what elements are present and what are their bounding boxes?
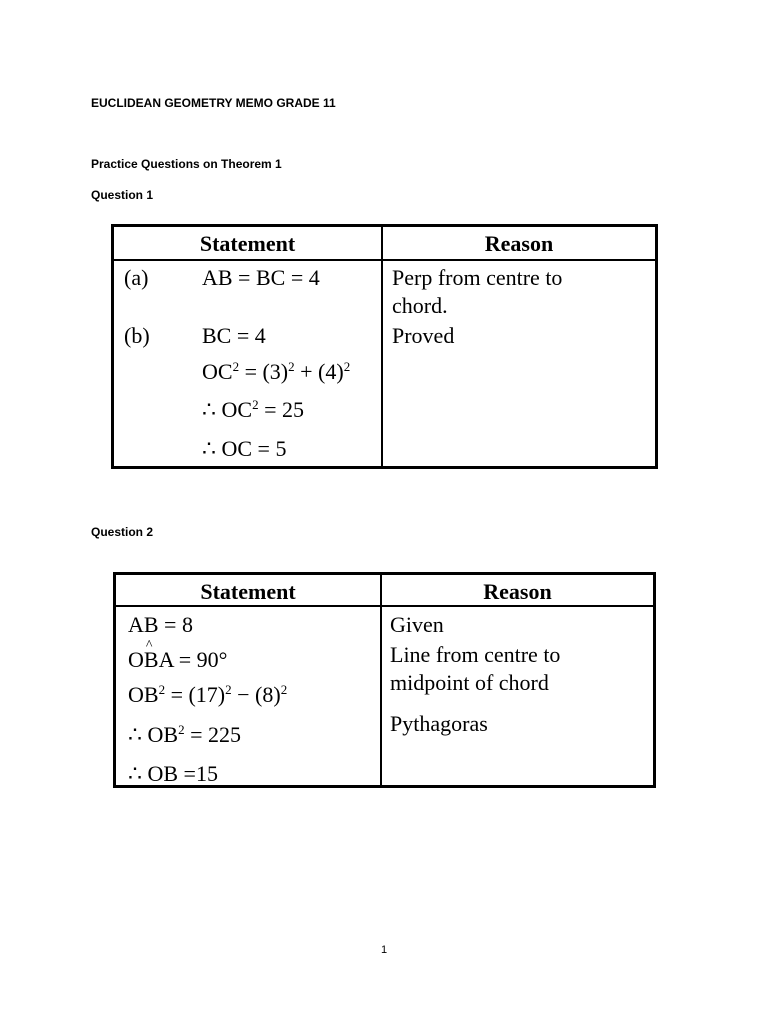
document-title: EUCLIDEAN GEOMETRY MEMO GRADE 11 bbox=[91, 96, 336, 110]
statement-row-4: ∴ $OB^2 = 225$ bbox=[128, 722, 241, 747]
reason-row-1: Given bbox=[390, 612, 444, 637]
part-b-reason: Proved bbox=[392, 323, 455, 348]
statement-row-1: AB = 8 bbox=[128, 612, 193, 637]
part-a-reason-line-2: chord. bbox=[392, 293, 448, 318]
question-2-heading: Question 2 bbox=[91, 525, 154, 539]
reason-row-2-line-1: Line from centre to bbox=[390, 642, 561, 667]
part-b-statement-1: BC = 4 bbox=[202, 323, 266, 348]
statement-header: Statement bbox=[200, 579, 296, 604]
part-b-statement-4: ∴ OC = 5 bbox=[202, 436, 287, 461]
reason-row-2-line-2: midpoint of chord bbox=[390, 670, 549, 695]
part-a-statement: AB = BC = 4 bbox=[202, 265, 320, 290]
part-a-label: (a) bbox=[124, 265, 149, 290]
question-2-table bbox=[113, 572, 656, 788]
statement-row-3: $OB^2 = (17)^2 - (8)^2$ bbox=[128, 682, 288, 707]
part-a-reason-line-1: Perp from centre to bbox=[392, 265, 563, 290]
statement-row-2: O^ BA = 90° bbox=[128, 649, 227, 671]
page-number: 1 bbox=[380, 944, 388, 956]
reason-header: Reason bbox=[483, 579, 552, 604]
part-b-label: (b) bbox=[124, 323, 150, 348]
angle-hat: ^ B bbox=[144, 649, 159, 671]
column-divider bbox=[381, 227, 383, 466]
statement-row-5: ∴ OB =15 bbox=[128, 761, 218, 786]
statement-header: Statement bbox=[199, 231, 296, 256]
part-b-statement-3: ∴ $OC^2 = 25$ bbox=[202, 397, 304, 422]
reason-row-3: Pythagoras bbox=[390, 711, 488, 736]
question-1-table bbox=[111, 224, 658, 469]
header-divider bbox=[116, 605, 653, 607]
reason-header: Reason bbox=[484, 231, 554, 256]
section-heading: Practice Questions on Theorem 1 bbox=[91, 157, 282, 171]
header-divider bbox=[114, 259, 655, 261]
part-b-statement-2: $OC^2 = (3)^2 + (4)^2$ bbox=[202, 359, 351, 384]
question-1-heading: Question 1 bbox=[91, 188, 154, 202]
